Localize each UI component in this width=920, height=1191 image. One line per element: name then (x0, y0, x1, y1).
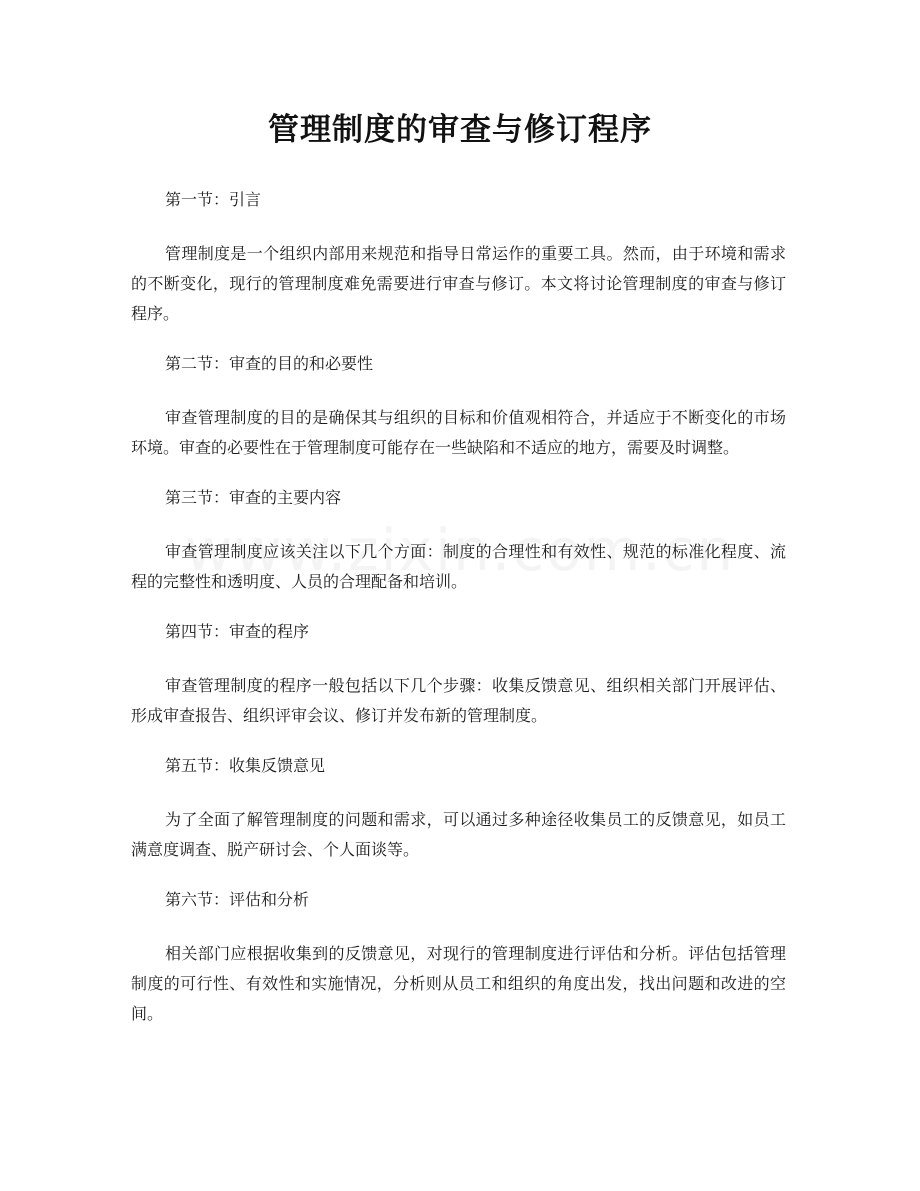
section-paragraph-6: 相关部门应根据收集到的反馈意见，对现行的管理制度进行评估和分析。评估包括管理制度的可行性、有效性和实施情况，分析则从员工和组织的角度出发，找出问题和改进的空间。 (131, 944, 786, 1023)
section-paragraph-2: 审查管理制度的目的是确保其与组织的目标和价值观相符合，并适应于不断变化的市场环境。审查的必要性在于管理制度可能存在一些缺陷和不适应的地方，需要及时调整。 (131, 408, 786, 457)
section-heading-1: 第一节：引言 (165, 190, 262, 209)
section-heading-4: 第四节：审查的程序 (165, 622, 310, 641)
section-heading-6: 第六节：评估和分析 (165, 890, 310, 909)
section-heading-2: 第二节：审查的目的和必要性 (165, 354, 374, 373)
document-title: 管理制度的审查与修订程序 (268, 112, 652, 148)
section-heading-5: 第五节：收集反馈意见 (165, 756, 326, 775)
section-paragraph-3: 审查管理制度应该关注以下几个方面：制度的合理性和有效性、规范的标准化程度、流程的完整性和透明度、人员的合理配备和培训。 (131, 542, 786, 591)
document-body (131, 185, 786, 1049)
section-paragraph-1: 管理制度是一个组织内部用来规范和指导日常运作的重要工具。然而，由于环境和需求的不断变化，现行的管理制度难免需要进行审查与修订。本文将讨论管理制度的审查与修订程序。 (131, 244, 786, 323)
section-paragraph-5: 为了全面了解管理制度的问题和需求，可以通过多种途径收集员工的反馈意见，如员工满意度调查、脱产研讨会、个人面谈等。 (131, 810, 786, 859)
section-paragraph-4: 审查管理制度的程序一般包括以下几个步骤：收集反馈意见、组织相关部门开展评估、形成审查报告、组织评审会议、修订并发布新的管理制度。 (131, 676, 786, 725)
section-heading-3: 第三节：审查的主要内容 (165, 488, 342, 507)
